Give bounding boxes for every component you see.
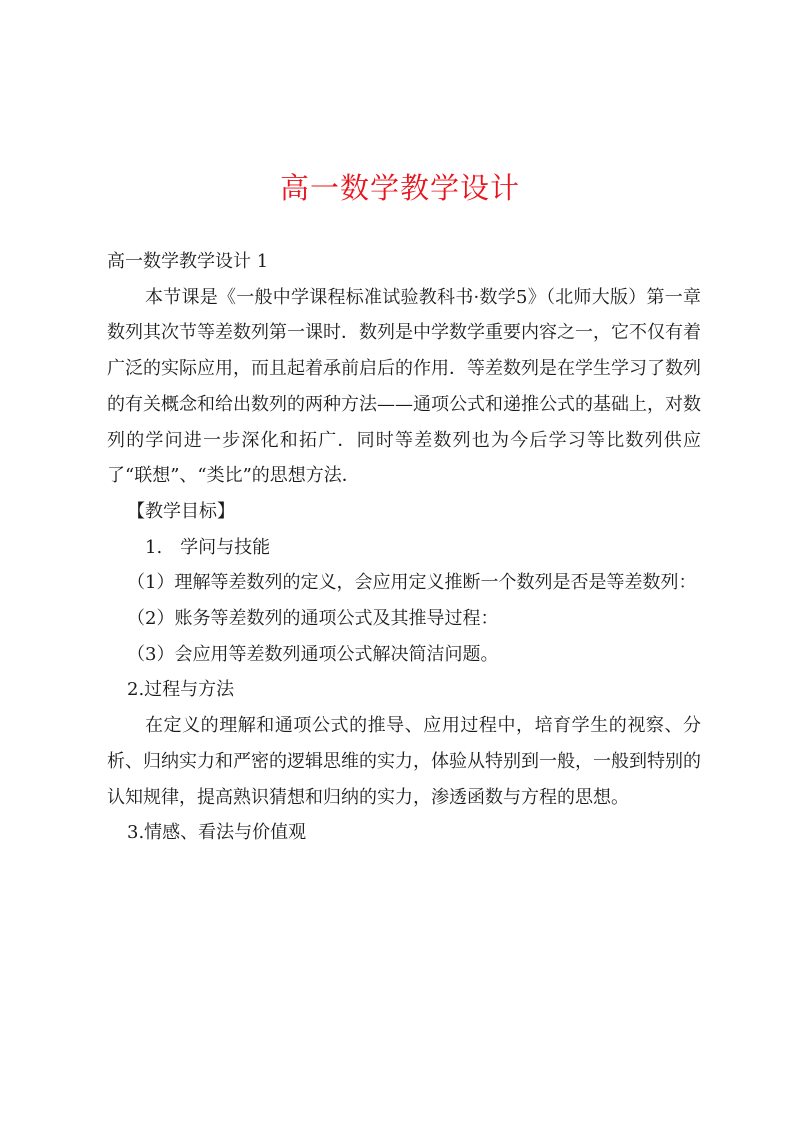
section3-heading: 3.情感、看法与价值观 [127, 822, 307, 844]
goal-item-3: （3）会应用等差数列通项公式解决简洁问题。 [127, 643, 499, 665]
goal-item-1: （1）理解等差数列的定义，会应用定义推断一个数列是否是等差数列： [127, 572, 697, 594]
intro-paragraph: 本节课是《一般中学课程标准试验教科书·数学5》（北师大版）第一章数列其次节等差数列第一课时．数列是中学数学重要内容之一，它不仅有着广泛的实际应用，而且起着承前启后的作用．等差数列是在学生学习了数列的有关概念和给出数列的两种方法——通项公式和递推公式的基础上，对数列的学问进一步深化和拓广．同时等差数列也为今后学习等比数列供应了“联想”、“类比”的思想方法． [107, 286, 701, 487]
section1-heading: 1. 学问与技能 [145, 536, 271, 558]
goal-item-2: （2）账务等差数列的通项公式及其推导过程： [127, 608, 499, 630]
goals-heading: 【教学目标】 [127, 500, 235, 522]
section-subtitle: 高一数学教学设计 1 [107, 251, 269, 272]
section2-heading: 2.过程与方法 [127, 679, 235, 701]
document-body [107, 244, 701, 851]
document-title: 高一数学教学设计 [279, 171, 520, 205]
section2-paragraph: 在定义的理解和通项公式的推导、应用过程中，培育学生的视察、分析、归纳实力和严密的逻辑思维的实力，体验从特别到一般，一般到特别的认知规律，提高熟识猜想和归纳的实力，渗透函数与方程的思想。 [107, 715, 701, 808]
